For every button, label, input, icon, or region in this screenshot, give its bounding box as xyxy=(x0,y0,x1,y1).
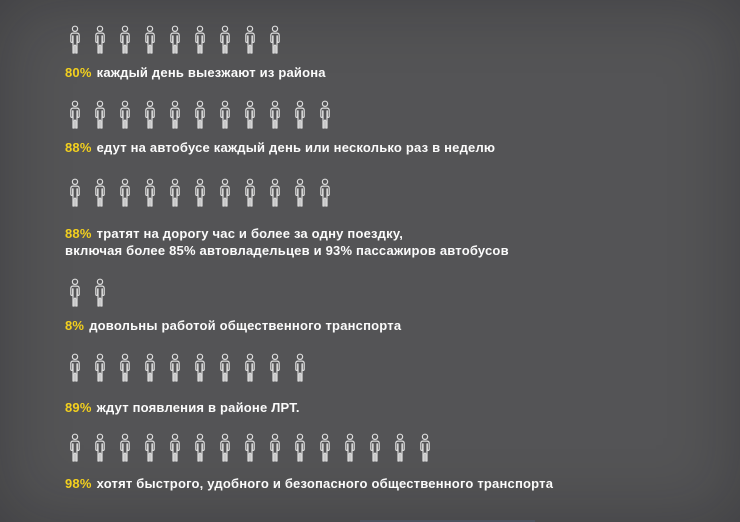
person-icon xyxy=(418,433,432,463)
person-icon xyxy=(368,433,382,463)
person-icon xyxy=(268,353,282,383)
person-icon xyxy=(243,100,257,130)
icon-row xyxy=(68,178,509,208)
stat-caption xyxy=(65,225,509,259)
person-icon xyxy=(218,100,232,130)
person-icon xyxy=(268,100,282,130)
person-icon xyxy=(68,178,82,208)
person-icon xyxy=(243,178,257,208)
stat-line-1: ждут появления в районе ЛРТ. xyxy=(96,400,300,415)
person-icon xyxy=(268,433,282,463)
stat-row xyxy=(65,25,326,81)
person-icon xyxy=(93,25,107,55)
icon-row xyxy=(68,278,401,308)
person-icon xyxy=(143,433,157,463)
person-icon xyxy=(168,25,182,55)
person-icon xyxy=(68,433,82,463)
person-icon xyxy=(243,25,257,55)
person-icon xyxy=(193,353,207,383)
person-icon xyxy=(243,353,257,383)
person-icon xyxy=(318,433,332,463)
person-icon xyxy=(293,178,307,208)
person-icon xyxy=(68,25,82,55)
stat-row xyxy=(65,278,401,334)
person-icon xyxy=(168,178,182,208)
stat-caption xyxy=(65,139,495,156)
person-icon xyxy=(318,178,332,208)
stat-caption xyxy=(65,64,326,81)
stat-caption xyxy=(65,399,307,416)
person-icon xyxy=(93,433,107,463)
stat-percent: 98% xyxy=(65,476,92,491)
stat-percent: 89% xyxy=(65,400,92,415)
person-icon xyxy=(268,25,282,55)
person-icon xyxy=(193,178,207,208)
person-icon xyxy=(118,353,132,383)
stat-row xyxy=(65,100,495,156)
person-icon xyxy=(393,433,407,463)
person-icon xyxy=(218,178,232,208)
person-icon xyxy=(218,353,232,383)
stat-line-1: тратят на дорогу час и более за одну поездку, xyxy=(96,226,404,241)
stat-caption xyxy=(65,475,553,492)
stat-percent: 8% xyxy=(65,318,85,333)
stat-row xyxy=(65,353,307,416)
person-icon xyxy=(68,353,82,383)
stat-row xyxy=(65,178,509,259)
person-icon xyxy=(218,433,232,463)
person-icon xyxy=(93,178,107,208)
person-icon xyxy=(118,178,132,208)
person-icon xyxy=(118,433,132,463)
icon-row xyxy=(68,353,307,383)
person-icon xyxy=(343,433,357,463)
person-icon xyxy=(318,100,332,130)
person-icon xyxy=(118,25,132,55)
person-icon xyxy=(193,100,207,130)
person-icon xyxy=(193,433,207,463)
stat-row xyxy=(65,433,553,492)
person-icon xyxy=(293,353,307,383)
stat-line-1: каждый день выезжают из района xyxy=(96,65,326,80)
person-icon xyxy=(68,278,82,308)
stat-percent: 88% xyxy=(65,140,92,155)
stat-percent: 88% xyxy=(65,226,92,241)
person-icon xyxy=(293,433,307,463)
person-icon xyxy=(93,353,107,383)
person-icon xyxy=(143,100,157,130)
person-icon xyxy=(168,100,182,130)
person-icon xyxy=(143,25,157,55)
icon-row xyxy=(68,100,495,130)
person-icon xyxy=(243,433,257,463)
stat-caption xyxy=(65,317,401,334)
stat-line-1: хотят быстрого, удобного и безопасного общественного транспорта xyxy=(96,476,554,491)
person-icon xyxy=(168,353,182,383)
person-icon xyxy=(143,353,157,383)
person-icon xyxy=(143,178,157,208)
person-icon xyxy=(168,433,182,463)
person-icon xyxy=(268,178,282,208)
person-icon xyxy=(218,25,232,55)
person-icon xyxy=(293,100,307,130)
stat-percent: 80% xyxy=(65,65,92,80)
person-icon xyxy=(118,100,132,130)
person-icon xyxy=(68,100,82,130)
stat-line-1: едут на автобусе каждый день или несколько раз в неделю xyxy=(96,140,496,155)
stat-line-2: включая более 85% автовладельцев и 93% пассажиров автобусов xyxy=(65,243,509,258)
icon-row xyxy=(68,433,553,463)
person-icon xyxy=(93,100,107,130)
person-icon xyxy=(193,25,207,55)
icon-row xyxy=(68,25,326,55)
stat-line-1: довольны работой общественного транспорта xyxy=(89,318,402,333)
person-icon xyxy=(93,278,107,308)
